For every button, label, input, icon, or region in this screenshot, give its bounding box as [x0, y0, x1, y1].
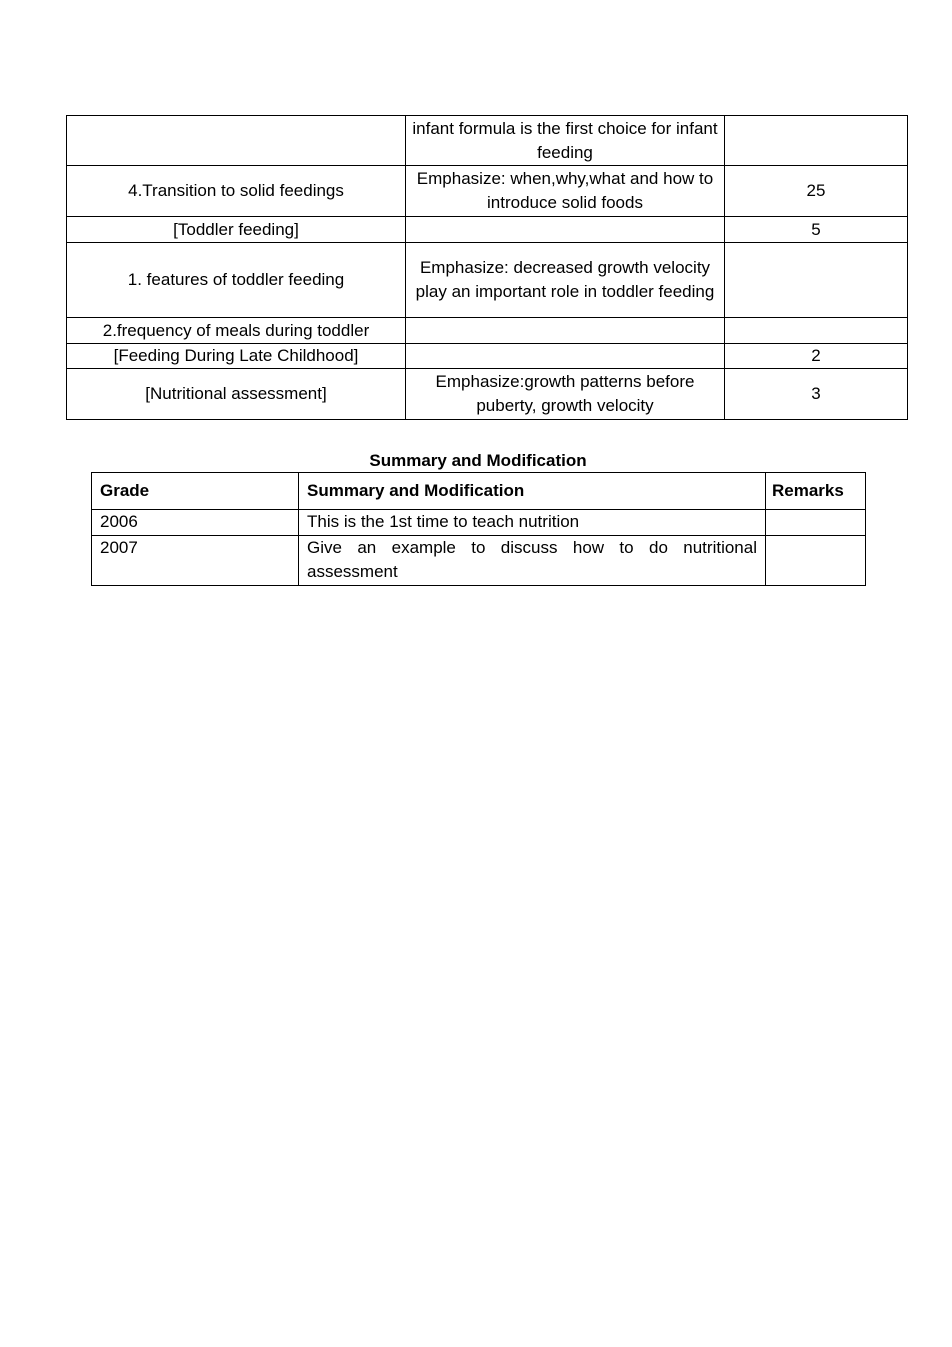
note-cell: Emphasize: when,why,what and how to introduce solid foods [406, 166, 725, 217]
summary-cell: Give an example to discuss how to do nutritional assessment [299, 536, 766, 586]
hours-cell: 25 [725, 166, 908, 217]
note-cell [406, 318, 725, 344]
hours-cell: 2 [725, 344, 908, 369]
topic-cell: [Toddler feeding] [67, 217, 406, 243]
topic-cell: 4.Transition to solid feedings [67, 166, 406, 217]
topic-cell [67, 116, 406, 166]
hours-cell: 5 [725, 217, 908, 243]
table-row [67, 217, 908, 243]
table-row [67, 344, 908, 369]
remarks-cell [766, 536, 866, 586]
topic-cell: 1. features of toddler feeding [67, 243, 406, 318]
summary-cell: This is the 1st time to teach nutrition [299, 510, 766, 536]
table-row [92, 510, 866, 536]
topic-cell: 2.frequency of meals during toddler [67, 318, 406, 344]
summary-caption: Summary and Modification [369, 451, 587, 470]
note-cell [406, 344, 725, 369]
hours-cell [725, 318, 908, 344]
summary-header: Summary and Modification [299, 473, 766, 510]
note-cell [406, 217, 725, 243]
hours-cell: 3 [725, 369, 908, 420]
note-cell: infant formula is the first choice for infant feeding [406, 116, 725, 166]
remarks-cell [766, 510, 866, 536]
grade-cell: 2007 [92, 536, 299, 586]
summary-table [91, 472, 866, 586]
grade-cell: 2006 [92, 510, 299, 536]
topic-cell: [Feeding During Late Childhood] [67, 344, 406, 369]
topic-cell: [Nutritional assessment] [67, 369, 406, 420]
syllabus-table [66, 115, 908, 420]
table-row [92, 536, 866, 586]
table-row [67, 166, 908, 217]
summary-header-row [92, 473, 866, 510]
note-cell: Emphasize: decreased growth velocity play an important role in toddler feeding [406, 243, 725, 318]
table-row [67, 318, 908, 344]
note-cell: Emphasize:growth patterns before puberty, growth velocity [406, 369, 725, 420]
table-row [67, 243, 908, 318]
table-row [67, 116, 908, 166]
hours-cell [725, 116, 908, 166]
grade-header: Grade [92, 473, 299, 510]
table-row [67, 369, 908, 420]
hours-cell [725, 243, 908, 318]
remarks-header: Remarks [766, 473, 866, 510]
